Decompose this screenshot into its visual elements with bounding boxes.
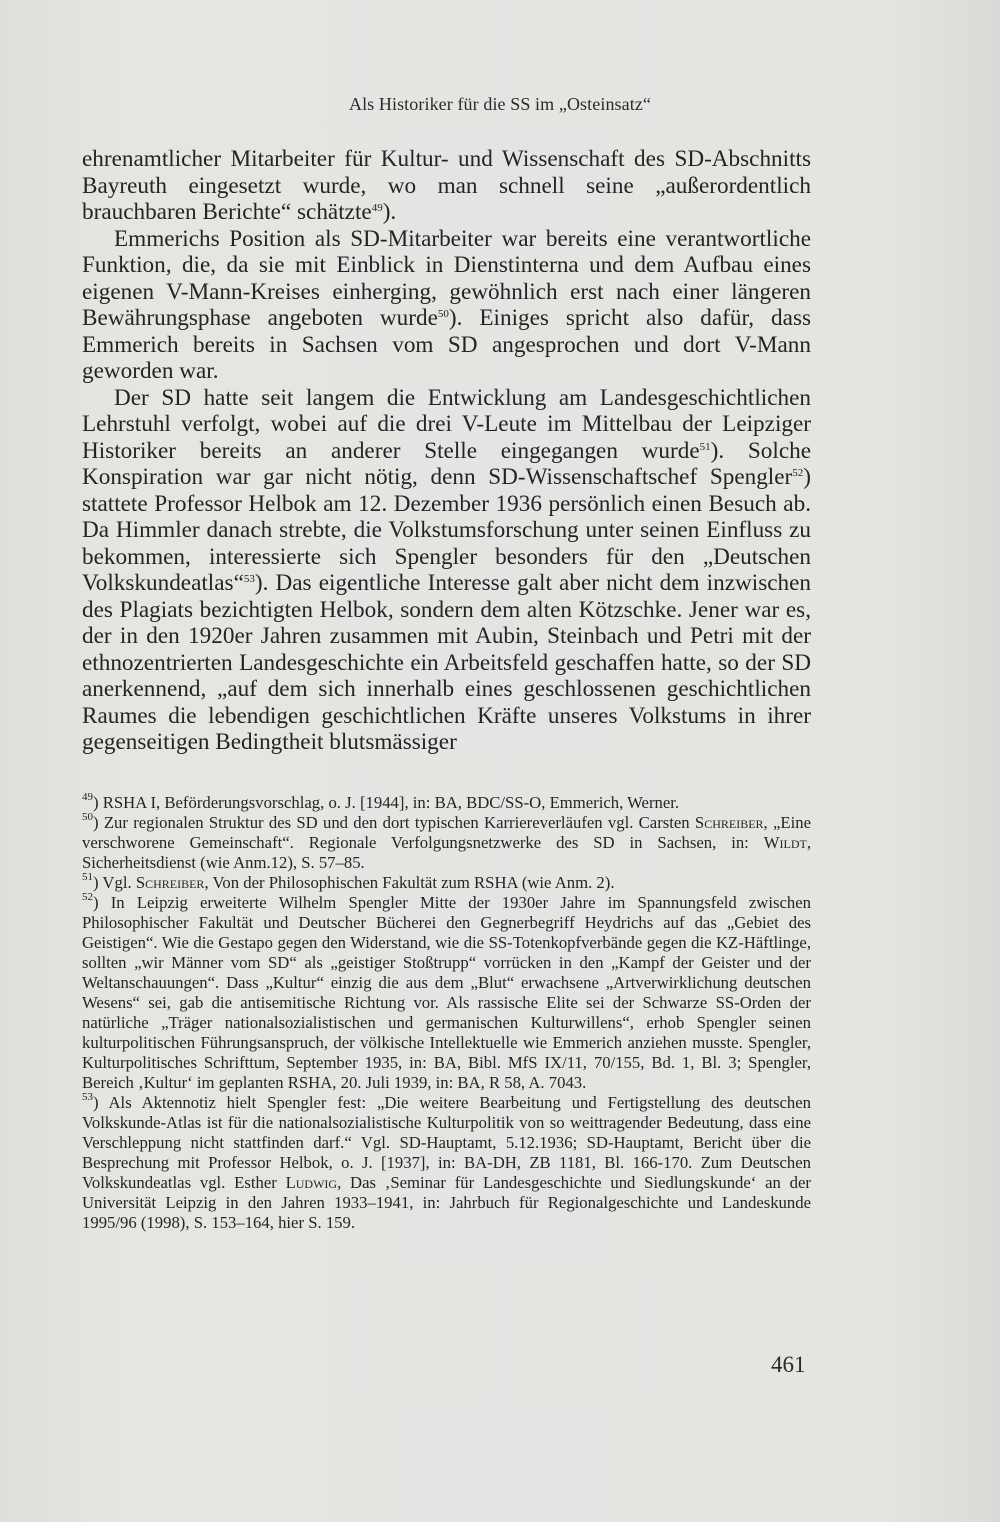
footnote bbox=[82, 813, 811, 873]
footnotes-section bbox=[82, 793, 811, 1233]
footnote-text: , Von der Philosophischen Fakultät zum RSHA (wie Anm. 2). bbox=[204, 873, 615, 892]
footnote-reference: 51 bbox=[699, 440, 711, 453]
author-name: Schreiber bbox=[135, 873, 205, 892]
text-segment: ). Das eigentliche Interesse galt aber nicht dem inzwischen des Plagiats bezichtigten Helbok, sondern dem alten Kötzschke. Jener war es, der in den 1920er Jahren zusammen mit Aubin, Steinbach und Petri mit der ethnozentrierten Landesgeschichte ein Arbeitsfeld geschaffen hatte, so der SD anerkennend, „auf dem sich innerhalb eines geschlossenen geschichtlichen Raumes die lebendigen geschichtlichen Kräfte unseres Volkstums in ihrer gegenseitigen Bedingtheit blutsmässiger bbox=[82, 570, 811, 755]
footnote-number: 49 bbox=[82, 791, 93, 803]
footnote bbox=[82, 873, 811, 893]
text-segment: ) stattete Professor Helbok am 12. Dezember 1936 persönlich einen Besuch ab. Da Himmler danach strebte, die Volkstumsforschung unter seinen Einfluss zu bekommen, interessierte sich Spengler besonders für den „Deutschen Volkskundeatlas“ bbox=[82, 464, 811, 596]
footnote-text: ) RSHA I, Beförderungsvorschlag, o. J. [1944], in: BA, BDC/SS-O, Emmerich, Werner. bbox=[93, 793, 680, 812]
footnote-reference: 50 bbox=[437, 308, 449, 320]
author-name: Ludwig bbox=[285, 1173, 338, 1192]
paragraph bbox=[82, 385, 811, 756]
author-name: Wildt bbox=[763, 833, 807, 852]
text-segment: Der SD hatte seit langem die Entwicklung am Landesgeschichtlichen Lehrstuhl verfolgt, wobei auf die drei V-Leute im Mittelbau der Leipziger Historiker bereits an anderer Stelle eingegangen wurde bbox=[82, 384, 811, 464]
footnote-number: 53 bbox=[82, 1091, 93, 1103]
footnote-text: ) Vgl. bbox=[93, 873, 136, 892]
footnote-text: , „Eine verschworene Gemeinschaft“. Regionale Verfolgungsnetzwerke des SD in Sachsen, in: bbox=[82, 813, 811, 852]
text-segment: ). bbox=[382, 199, 397, 225]
footnote-reference: 49 bbox=[371, 202, 383, 214]
text-segment: ). Einiges spricht also dafür, dass Emmerich bereits in Sachsen vom SD angesprochen und dort V-Mann geworden war. bbox=[82, 305, 811, 384]
footnote-number: 52 bbox=[82, 891, 93, 903]
text-segment: ). Solche Konspiration war gar nicht nötig, denn SD-Wissenschaftschef Spengler bbox=[82, 437, 811, 490]
footnote-text: , Das ‚Seminar für Landesgeschichte und Siedlungskunde‘ an der Universität Leipzig in den Jahren 1933–1941, in: Jahrbuch für Regionalgeschichte und Landeskunde 1995/96 (1998), S. 153–164, hier S. 159. bbox=[82, 1173, 811, 1232]
text-segment: Emmerichs Position als SD-Mitarbeiter war bereits eine verantwortliche Funktion, die, da sie mit Einblick in Dienstinterna und dem Aufbau eines eigenen V-Mann-Kreises einherging, gewöhnlich erst nach einer längeren Bewährungsphase angeboten wurde bbox=[82, 225, 811, 331]
running-head: Als Historiker für die SS im „Osteinsatz“ bbox=[348, 94, 652, 114]
main-text bbox=[82, 146, 811, 756]
footnote-reference: 52 bbox=[792, 467, 804, 479]
footnote-reference: 53 bbox=[243, 573, 255, 585]
paragraph bbox=[82, 226, 811, 385]
footnote bbox=[82, 1093, 811, 1233]
footnote bbox=[82, 893, 811, 1093]
footnote-text: , Sicherheitsdienst (wie Anm.12), S. 57–85. bbox=[82, 833, 811, 872]
footnote-text: ) In Leipzig erweiterte Wilhelm Spengler Mitte der 1930er Jahre im Spannungsfeld zwischen Philosophischer Fakultät und Deutscher Bücherei den Gegnerbegriff Heydrichs auf das „Gebiet des Geistigen“. Wie die Gestapo gegen den Widerstand, wie die SS-Totenkopfverbände gegen die KZ-Häftlinge, sollten „wir Männer vom SD“ als „geistiger Stoßtrupp“ vorrücken in den „Kampf der Geister und der Weltanschauungen“. Dass „Kultur“ einzig die aus dem „Blut“ erwachsene „Artverwirklichung deutschen Wesens“ sei, gab die antisemitische Richtung vor. Als rassische Elite sei der Schwarze SS-Orden der natürliche „Träger nationalsozialistischen und germanischen Kulturwillens“, erhob Spengler seinen kulturpolitischen Führungsanspruch, der völkische Intellektuelle wie Emmerich anziehen musste. Spengler, Kulturpolitisches Schrifttum, September 1935, in: BA, Bibl. MfS IX/11, 70/155, Bd. 1, Bl. 3; Spengler, Bereich ‚Kultur‘ im geplanten RSHA, 20. Juli 1939, in: BA, R 58, A. 7043. bbox=[82, 893, 811, 1092]
footnote-text: ) Zur regionalen Struktur des SD und den dort typischen Karriereverläufen vgl. Carsten bbox=[93, 813, 695, 832]
footnote bbox=[82, 793, 811, 813]
footnote-text: ) Als Aktennotiz hielt Spengler fest: „Die weitere Bearbeitung und Fertigstellung des deutschen Volkskunde-Atlas ist für die nationalsozialistische Kulturpolitik von so weittragender Bedeutung, dass eine Verschleppung nicht stattfinden darf.“ Vgl. SD-Hauptamt, 5.12.1936; SD-Hauptamt, Bericht über die Besprechung mit Professor Helbok, o. J. [1937], in: BA-DH, ZB 1181, Bl. 166-170. Zum Deutschen Volkskundeatlas vgl. Esther bbox=[82, 1093, 811, 1192]
footnote-number: 50 bbox=[82, 811, 93, 823]
footnote-number: 51 bbox=[82, 871, 93, 883]
paragraph bbox=[82, 146, 811, 226]
text-segment: ehrenamtlicher Mitarbeiter für Kultur- und Wissenschaft des SD-Abschnitts Bayreuth eingesetzt wurde, wo man schnell seine „außerordentlich brauchbaren Berichte“ schätzte bbox=[82, 146, 811, 225]
page-number: 461 bbox=[771, 1352, 806, 1377]
author-name: Schreiber bbox=[694, 813, 764, 832]
